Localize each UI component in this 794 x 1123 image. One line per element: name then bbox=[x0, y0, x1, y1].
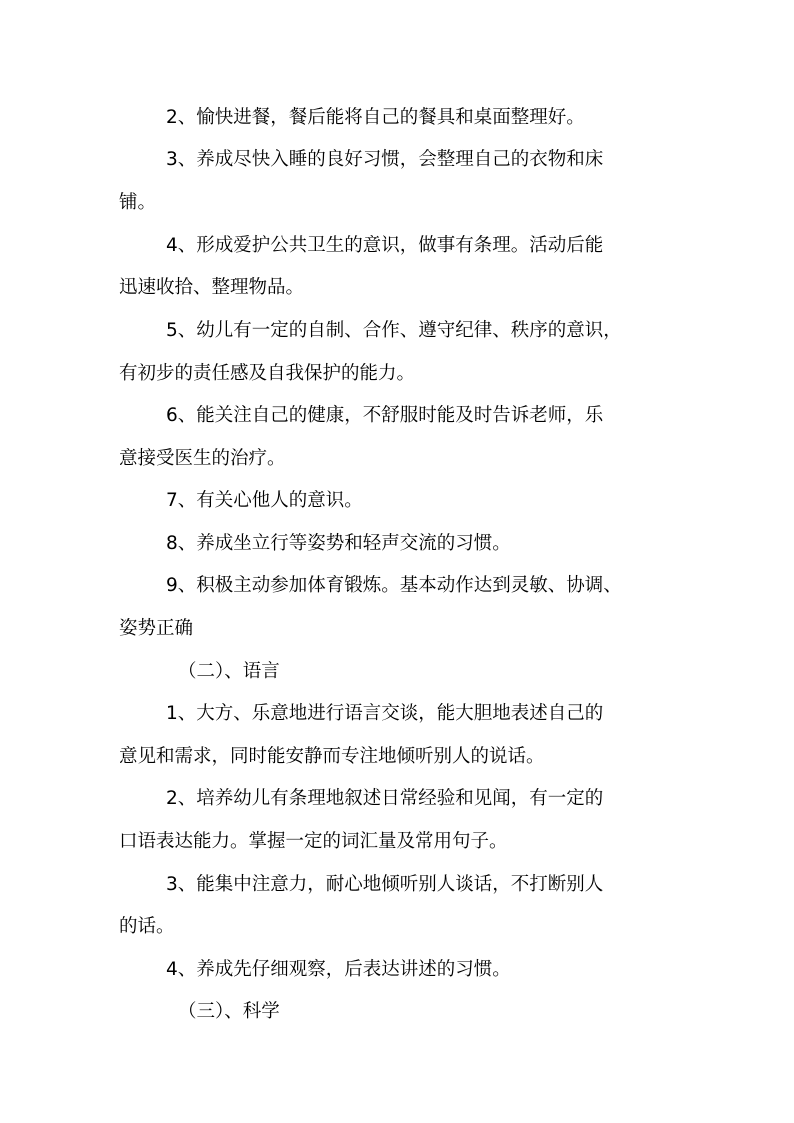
text-line: 铺。 bbox=[119, 192, 157, 213]
text-line: 4、养成先仔细观察，后表达讲述的习惯。 bbox=[166, 959, 511, 980]
text-line: 7、有关心他人的意识。 bbox=[166, 490, 363, 511]
text-line: 迅速收拾、整理物品。 bbox=[119, 277, 305, 298]
text-line: 4、形成爱护公共卫生的意识，做事有条理。活动后能 bbox=[166, 235, 604, 256]
text-line: 9、积极主动参加体育锻炼。基本动作达到灵敏、协调、 bbox=[166, 575, 622, 596]
text-line: 意接受医生的治疗。 bbox=[119, 448, 286, 469]
text-line: 口语表达能力。掌握一定的词汇量及常用句子。 bbox=[119, 831, 508, 852]
text-line: 的话。 bbox=[119, 916, 175, 937]
text-line: 6、能关注自己的健康，不舒服时能及时告诉老师，乐 bbox=[166, 405, 604, 426]
text-line: 3、养成尽快入睡的良好习惯，会整理自己的衣物和床 bbox=[166, 149, 604, 170]
text-line: 意见和需求，同时能安静而专注地倾听别人的说话。 bbox=[119, 746, 545, 767]
section-heading: （三）、科学 bbox=[178, 1001, 280, 1022]
text-line: 2、愉快进餐，餐后能将自己的餐具和桌面整理好。 bbox=[166, 107, 585, 128]
text-line: 3、能集中注意力，耐心地倾听别人谈话，不打断别人 bbox=[166, 874, 604, 895]
text-line: 2、培养幼儿有条理地叙述日常经验和见闻，有一定的 bbox=[166, 788, 604, 809]
text-line: 有初步的责任感及自我保护的能力。 bbox=[119, 363, 416, 384]
text-line: 8、养成坐立行等姿势和轻声交流的习惯。 bbox=[166, 533, 511, 554]
text-line: 1、大方、乐意地进行语言交谈，能大胆地表述自己的 bbox=[166, 703, 604, 724]
text-line: 5、幼儿有一定的自制、合作、遵守纪律、秩序的意识， bbox=[166, 320, 622, 341]
section-heading: （二）、语言 bbox=[178, 661, 280, 682]
text-line: 姿势正确 bbox=[119, 618, 194, 639]
